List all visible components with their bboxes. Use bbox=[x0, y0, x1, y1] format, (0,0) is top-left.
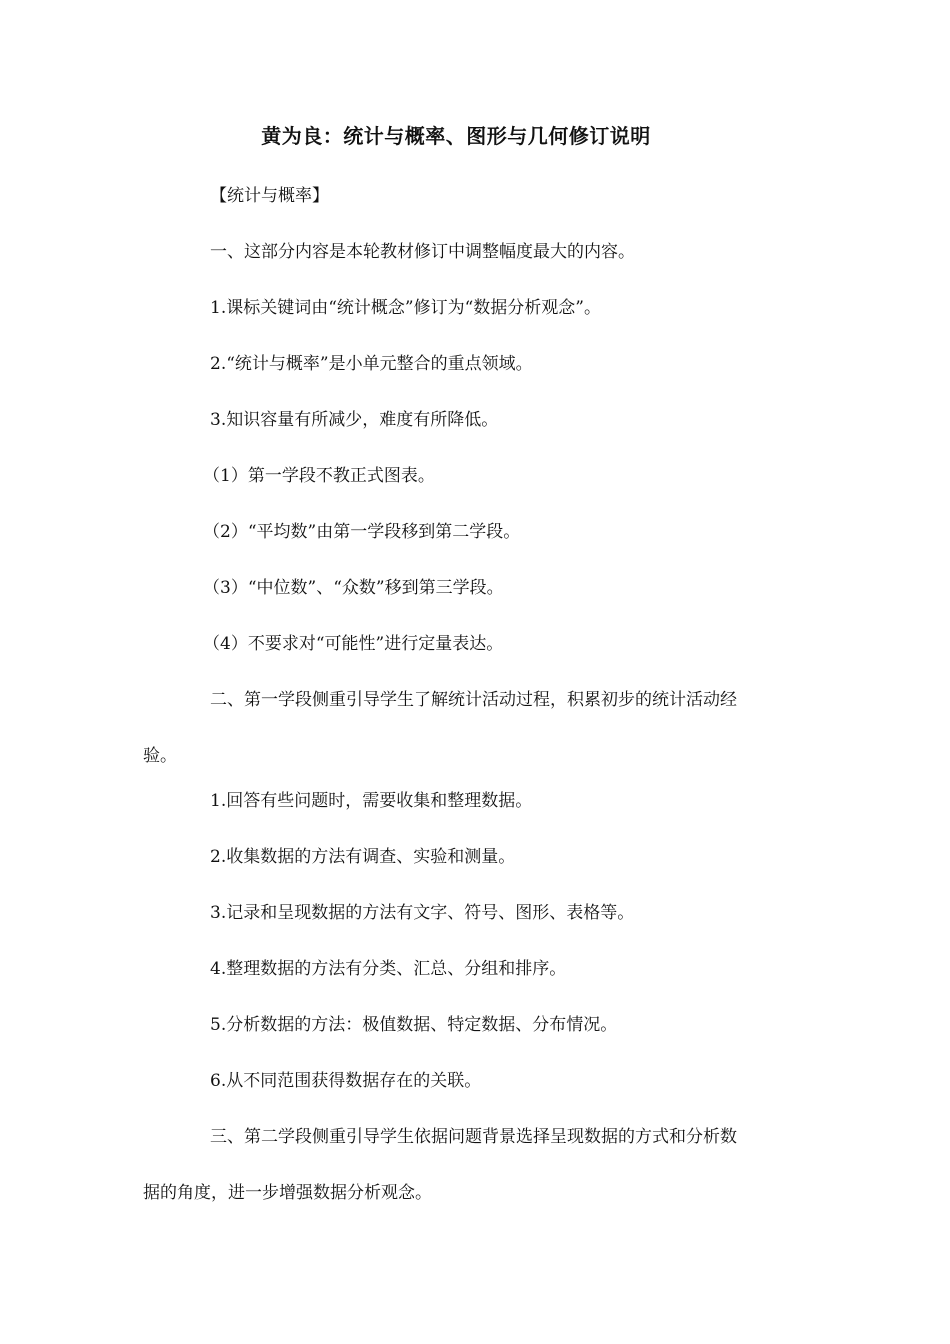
part1-item-2: 2.“统计与概率”是小单元整合的重点领域。 bbox=[210, 354, 533, 374]
part1-item-3: 3.知识容量有所减少，难度有所降低。 bbox=[210, 410, 499, 430]
part1-heading: 一、这部分内容是本轮教材修订中调整幅度最大的内容。 bbox=[210, 242, 635, 262]
part2-heading-line1: 二、第一学段侧重引导学生了解统计活动过程，积累初步的统计活动经 bbox=[210, 690, 737, 710]
part2-item-4: 4.整理数据的方法有分类、汇总、分组和排序。 bbox=[210, 959, 567, 979]
part2-item-5: 5.分析数据的方法：极值数据、特定数据、分布情况。 bbox=[210, 1015, 618, 1035]
part2-heading bbox=[143, 686, 809, 770]
part3-heading-line1: 三、第二学段侧重引导学生依据问题背景选择呈现数据的方式和分析数 bbox=[210, 1127, 737, 1147]
part2-item-6: 6.从不同范围获得数据存在的关联。 bbox=[210, 1071, 482, 1091]
part2-item-2: 2.收集数据的方法有调查、实验和测量。 bbox=[210, 847, 516, 867]
part3-heading-line2: 据的角度，进一步增强数据分析观念。 bbox=[143, 1183, 432, 1203]
part2-item-3: 3.记录和呈现数据的方法有文字、符号、图形、表格等。 bbox=[210, 903, 635, 923]
part1-subitem-1: （1）第一学段不教正式图表。 bbox=[203, 466, 435, 486]
part2-item-1: 1.回答有些问题时，需要收集和整理数据。 bbox=[210, 791, 533, 811]
part1-subitem-4: （4）不要求对“可能性”进行定量表达。 bbox=[203, 634, 504, 654]
part1-subitem-3: （3）“中位数”、“众数”移到第三学段。 bbox=[203, 578, 504, 598]
part3-heading bbox=[143, 1123, 809, 1207]
section-heading: 【统计与概率】 bbox=[210, 186, 329, 206]
part1-subitem-2: （2）“平均数”由第一学段移到第二学段。 bbox=[203, 522, 521, 542]
document-title: 黄为良：统计与概率、图形与几何修订说明 bbox=[261, 124, 651, 148]
part2-heading-line2: 验。 bbox=[143, 746, 177, 766]
part1-item-1: 1.课标关键词由“统计概念”修订为“数据分析观念”。 bbox=[210, 298, 601, 318]
